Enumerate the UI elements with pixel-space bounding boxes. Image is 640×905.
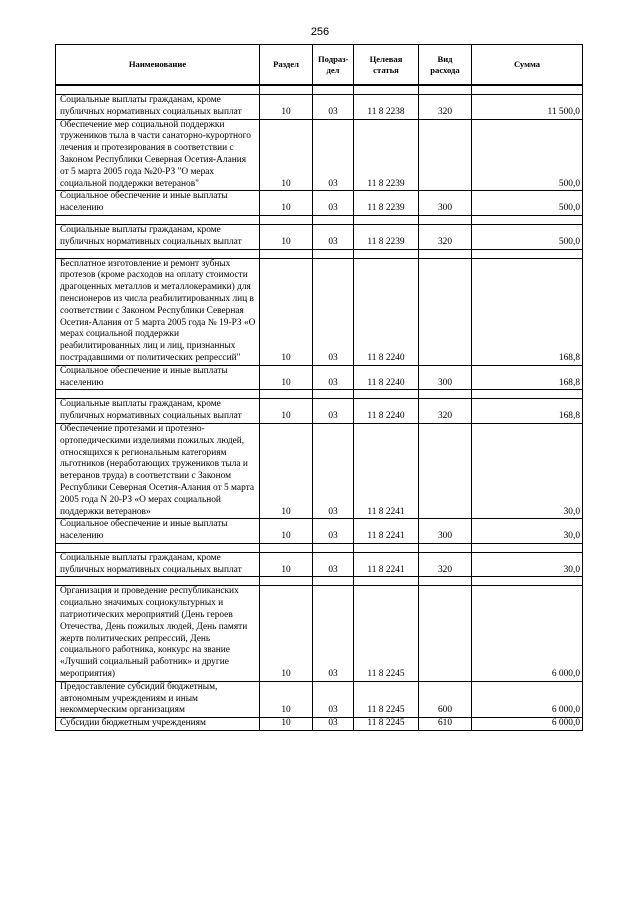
row-subsection: 03 xyxy=(313,552,354,577)
row-amount: 168,8 xyxy=(472,365,583,390)
spacer-cell xyxy=(472,249,583,258)
spacer-cell xyxy=(472,85,583,95)
spacer-cell xyxy=(313,85,354,95)
table-row xyxy=(56,191,583,216)
row-amount: 500,0 xyxy=(472,224,583,249)
header-expense-type: Вид расхода xyxy=(419,45,472,86)
row-spacer xyxy=(56,85,583,95)
row-amount: 30,0 xyxy=(472,552,583,577)
row-subsection: 03 xyxy=(313,258,354,365)
row-amount: 168,8 xyxy=(472,399,583,424)
spacer-cell xyxy=(56,390,260,399)
budget-table xyxy=(55,44,583,731)
row-expense-type xyxy=(419,119,472,191)
spacer-cell xyxy=(419,85,472,95)
row-spacer xyxy=(56,249,583,258)
row-amount: 11 500,0 xyxy=(472,95,583,120)
row-subsection: 03 xyxy=(313,718,354,731)
spacer-cell xyxy=(419,390,472,399)
row-section: 10 xyxy=(260,681,313,717)
table-row xyxy=(56,586,583,681)
spacer-cell xyxy=(472,577,583,586)
table-header-row xyxy=(56,45,583,86)
row-section: 10 xyxy=(260,552,313,577)
header-subsection: Подраз-дел xyxy=(313,45,354,86)
row-subsection: 03 xyxy=(313,681,354,717)
row-name: Организация и проведение республиканских социально значимых социокультурных и патриотических мероприятий (День героев Отечества, День пожилых людей, День памяти жертв политических репрессий, День социального работника, конкурс на звание «Лучший социальный работник» и другие мероприятия) xyxy=(56,586,260,681)
table-row xyxy=(56,718,583,731)
row-target: 11 8 2241 xyxy=(354,519,419,544)
spacer-cell xyxy=(419,249,472,258)
table-row xyxy=(56,399,583,424)
header-target: Целевая статья xyxy=(354,45,419,86)
spacer-cell xyxy=(313,577,354,586)
row-target: 11 8 2239 xyxy=(354,119,419,191)
row-expense-type: 320 xyxy=(419,224,472,249)
row-name: Обеспечение мер социальной поддержки тружеников тыла в части санаторно-курортного лечения и протезирования в соответствии с Законом Республики Северная Осетия-Алания от 5 марта 2005 года №20-РЗ "О мерах социальной поддержки ветеранов" xyxy=(56,119,260,191)
spacer-cell xyxy=(419,543,472,552)
row-subsection: 03 xyxy=(313,586,354,681)
spacer-cell xyxy=(472,543,583,552)
row-section: 10 xyxy=(260,365,313,390)
spacer-cell xyxy=(472,215,583,224)
row-section: 10 xyxy=(260,718,313,731)
row-target: 11 8 2245 xyxy=(354,681,419,717)
spacer-cell xyxy=(56,577,260,586)
row-expense-type xyxy=(419,258,472,365)
header-amount: Сумма xyxy=(472,45,583,86)
row-name: Социальные выплаты гражданам, кроме публичных нормативных социальных выплат xyxy=(56,95,260,120)
row-section: 10 xyxy=(260,258,313,365)
spacer-cell xyxy=(313,390,354,399)
spacer-cell xyxy=(354,543,419,552)
row-target: 11 8 2245 xyxy=(354,586,419,681)
row-spacer xyxy=(56,215,583,224)
spacer-cell xyxy=(260,543,313,552)
table-body xyxy=(56,85,583,731)
row-name: Социальное обеспечение и иные выплаты населению xyxy=(56,519,260,544)
spacer-cell xyxy=(260,215,313,224)
spacer-cell xyxy=(419,577,472,586)
spacer-cell xyxy=(313,249,354,258)
row-expense-type xyxy=(419,586,472,681)
row-amount: 168,8 xyxy=(472,258,583,365)
row-name: Социальные выплаты гражданам, кроме публичных нормативных социальных выплат xyxy=(56,399,260,424)
row-amount: 30,0 xyxy=(472,423,583,518)
row-name: Бесплатное изготовление и ремонт зубных протезов (кроме расходов на оплату стоимости драгоценных металлов и металлокерамики) для пенсионеров из числа реабилитированных лиц в соответствии с Законом Республики Северная Осетия-Алания от 5 марта 2005 года № 19-РЗ «О мерах социальной поддержки реабилитированных лиц и лиц, признанных пострадавшими от политических репрессий" xyxy=(56,258,260,365)
row-section: 10 xyxy=(260,224,313,249)
spacer-cell xyxy=(260,390,313,399)
row-amount: 500,0 xyxy=(472,119,583,191)
row-name: Субсидии бюджетным учреждениям xyxy=(56,718,260,731)
spacer-cell xyxy=(56,215,260,224)
row-amount: 500,0 xyxy=(472,191,583,216)
spacer-cell xyxy=(56,249,260,258)
row-name: Предоставление субсидий бюджетным, автономным учреждениям и иным некоммерческим организациям xyxy=(56,681,260,717)
spacer-cell xyxy=(354,390,419,399)
spacer-cell xyxy=(260,85,313,95)
row-subsection: 03 xyxy=(313,191,354,216)
row-subsection: 03 xyxy=(313,423,354,518)
row-section: 10 xyxy=(260,586,313,681)
row-spacer xyxy=(56,543,583,552)
row-target: 11 8 2239 xyxy=(354,224,419,249)
row-subsection: 03 xyxy=(313,365,354,390)
row-name: Социальное обеспечение и иные выплаты населению xyxy=(56,191,260,216)
row-expense-type: 300 xyxy=(419,191,472,216)
row-section: 10 xyxy=(260,95,313,120)
row-expense-type: 320 xyxy=(419,399,472,424)
row-section: 10 xyxy=(260,119,313,191)
spacer-cell xyxy=(56,543,260,552)
row-section: 10 xyxy=(260,423,313,518)
row-target: 11 8 2241 xyxy=(354,423,419,518)
row-subsection: 03 xyxy=(313,224,354,249)
table-row xyxy=(56,681,583,717)
row-expense-type: 610 xyxy=(419,718,472,731)
row-subsection: 03 xyxy=(313,95,354,120)
page-number: 256 xyxy=(310,26,330,38)
row-expense-type: 600 xyxy=(419,681,472,717)
spacer-cell xyxy=(260,577,313,586)
row-name: Обеспечение протезами и протезно-ортопедическими изделиями пожилых людей, относящихся к региональным категориям льготников (неработающих тружеников тыла и ветеранов труда) в соответствии с Законом Республики Северная Осетия-Алания от 5 марта 2005 года N 20-РЗ «О мерах социальной поддержки ветеранов» xyxy=(56,423,260,518)
row-subsection: 03 xyxy=(313,119,354,191)
row-expense-type: 320 xyxy=(419,552,472,577)
row-amount: 6 000,0 xyxy=(472,718,583,731)
row-amount: 6 000,0 xyxy=(472,586,583,681)
row-subsection: 03 xyxy=(313,519,354,544)
row-section: 10 xyxy=(260,399,313,424)
row-target: 11 8 2240 xyxy=(354,365,419,390)
row-target: 11 8 2245 xyxy=(354,718,419,731)
table-row xyxy=(56,519,583,544)
row-spacer xyxy=(56,577,583,586)
row-target: 11 8 2239 xyxy=(354,191,419,216)
row-subsection: 03 xyxy=(313,399,354,424)
row-amount: 30,0 xyxy=(472,519,583,544)
spacer-cell xyxy=(354,249,419,258)
row-target: 11 8 2240 xyxy=(354,258,419,365)
table-row xyxy=(56,423,583,518)
row-name: Социальные выплаты гражданам, кроме публичных нормативных социальных выплат xyxy=(56,552,260,577)
spacer-cell xyxy=(419,215,472,224)
header-section: Раздел xyxy=(260,45,313,86)
row-target: 11 8 2240 xyxy=(354,399,419,424)
row-expense-type xyxy=(419,423,472,518)
table-row xyxy=(56,224,583,249)
spacer-cell xyxy=(313,543,354,552)
spacer-cell xyxy=(56,85,260,95)
row-expense-type: 300 xyxy=(419,365,472,390)
row-section: 10 xyxy=(260,519,313,544)
row-section: 10 xyxy=(260,191,313,216)
spacer-cell xyxy=(354,215,419,224)
table-row xyxy=(56,119,583,191)
table-row xyxy=(56,552,583,577)
header-name: Наименование xyxy=(56,45,260,86)
spacer-cell xyxy=(354,85,419,95)
table-row xyxy=(56,95,583,120)
row-amount: 6 000,0 xyxy=(472,681,583,717)
row-expense-type: 300 xyxy=(419,519,472,544)
row-target: 11 8 2238 xyxy=(354,95,419,120)
row-name: Социальные выплаты гражданам, кроме публичных нормативных социальных выплат xyxy=(56,224,260,249)
spacer-cell xyxy=(354,577,419,586)
table-row xyxy=(56,365,583,390)
spacer-cell xyxy=(313,215,354,224)
row-spacer xyxy=(56,390,583,399)
row-target: 11 8 2241 xyxy=(354,552,419,577)
spacer-cell xyxy=(472,390,583,399)
row-name: Социальное обеспечение и иные выплаты населению xyxy=(56,365,260,390)
spacer-cell xyxy=(260,249,313,258)
row-expense-type: 320 xyxy=(419,95,472,120)
table-row xyxy=(56,258,583,365)
